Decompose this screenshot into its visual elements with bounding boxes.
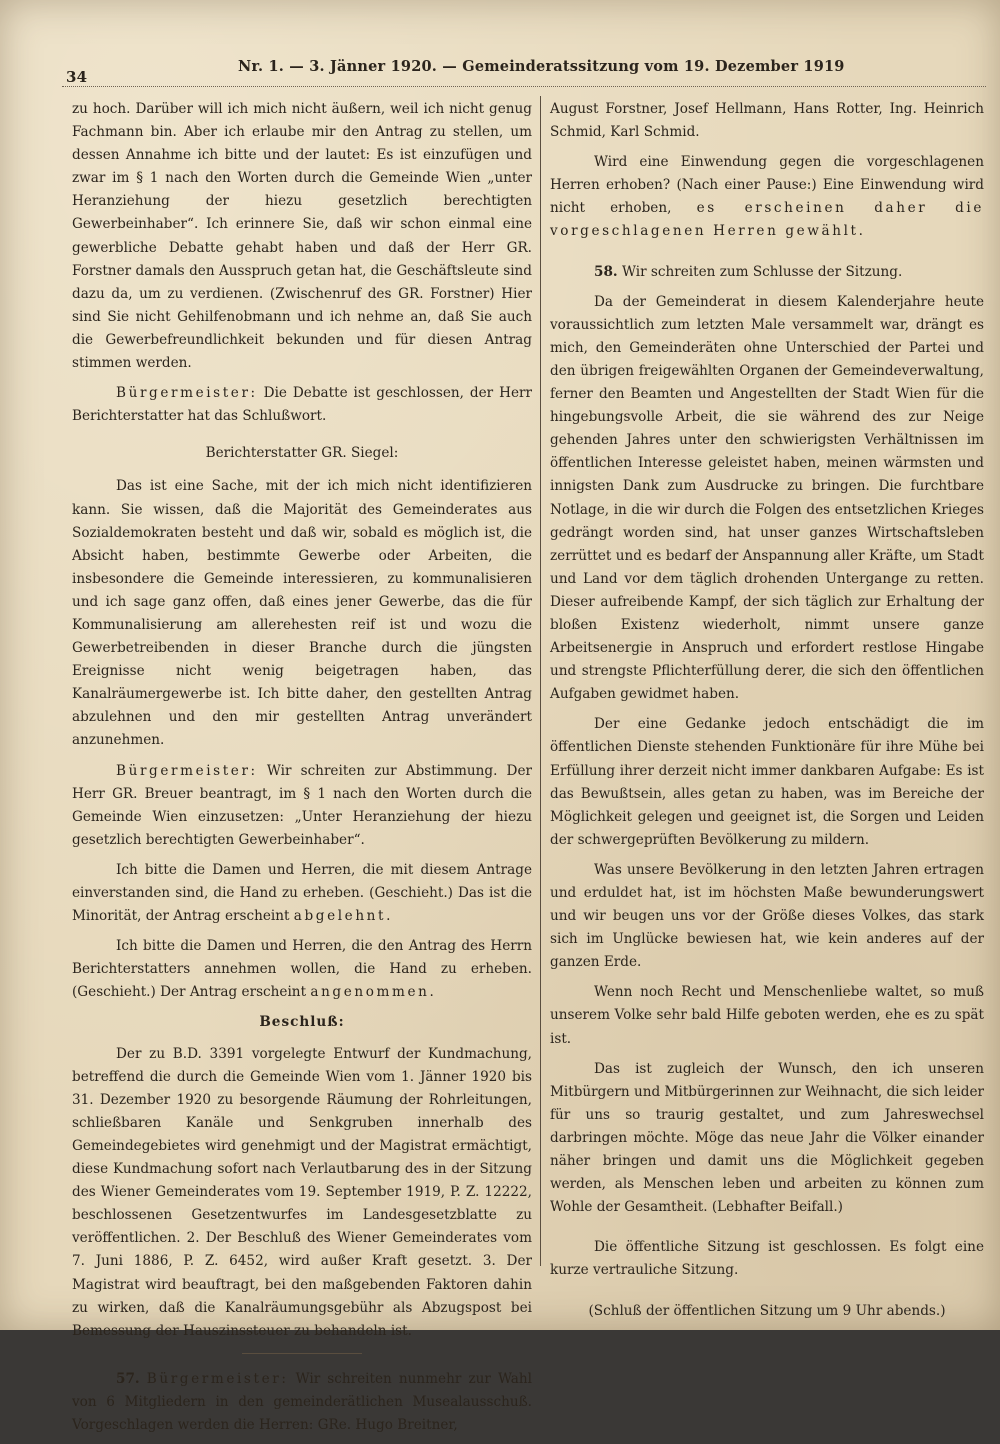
paragraph: Da der Gemeinderat in diesem Kalenderjahre heute voraussichtlich zum letzten Male versammelt war, drängt es mich, den Gemeinderäten ohne Unterschied der Partei und den übrigen freigewählten Organen der Gemeindeverwaltung, ferner den Beamten und Angestellten der Stadt Wien für die hingebungsvolle Arbeit, die sie während des zur Neige gehenden Jahres unter den schwierigsten Verhältnissen im öffentlichen Interesse geleistet haben, meinen wärmsten und innigsten Dank zum Ausdrucke zu bringen. Die furchtbare Notlage, in die wir durch die Folgen des entsetzlichen Krieges gedrängt worden sind, hat unser ganzes Wirtschaftsleben zerrüttet und es bedarf der Anspannung aller Kräfte, um Stadt und Land vor dem täglich drohenden Untergange zu retten. Dieser aufreibende Kampf, der sich täglich zur Erhaltung der bloßen Existenz wiederholt, nimmt unsere ganze Arbeitsenergie in Anspruch und erfordert restlose Hingabe und strengste Pflichterfüllung derer, die sich den öffentlichen Aufgaben gewidmet haben.: [550, 293, 984, 703]
paragraph: [72, 760, 532, 852]
page-header: [58, 54, 845, 86]
item-number: 58.: [594, 263, 618, 280]
paragraph-text: Wir schreiten zum Schlusse der Sitzung.: [621, 263, 903, 280]
speaker-heading: Berichterstatter GR. Siegel:: [205, 445, 399, 462]
paragraph: [72, 859, 532, 928]
paragraph-text: Ich bitte die Damen und Herren, die mit diesem Antrage einverstanden sind, die Hand zu erheben. (Geschieht.) Das ist die Minorität, der Antrag erscheint: [72, 861, 532, 925]
resolution-heading: Beschluß:: [259, 1014, 345, 1031]
speaker-label: Bürgermeister:: [116, 385, 258, 402]
paragraph-text: Wird eine Einwendung gegen die vorgeschlagenen Herren erhoben? (Nach einer Pause:) Eine Einwendung wird nicht erhoben,: [550, 154, 984, 217]
speaker-label: Bürgermeister:: [146, 1370, 289, 1387]
paragraph: zu hoch. Darüber will ich mich nicht äußern, weil ich nicht genug Fachmann bin. Aber ich erlaube mir den Antrag zu stellen, um dessen Annahme ich bitte und der lautet: Es ist einzufügen und zwar im § 1 nach den Worten durch die Gemeinde Wien „unter Heranziehung der hiezu gesetzlich berechtigten Gewerbeinhaber“. Ich erinnere Sie, daß wir schon einmal eine gewerbliche Debatte gehabt haben und daß der Herr GR. Forstner damals den Ausspruch getan hat, die Geschäftsleute sind dazu da, um zu verdienen. (Zwischenruf des GR. Forstner) Hier sind Sie nicht Gehilfenobmann und ich nehme an, daß Sie auch die Gewerbefreundlichkeit bekunden und für diesen Antrag stimmen werden.: [72, 101, 532, 372]
spacer: [550, 1290, 984, 1300]
paragraph-text: Ich bitte die Damen und Herren, die den Antrag des Herrn Berichterstatters annehmen wollen, die Hand zu erheben. (Geschieht.) Der Antrag erscheint: [72, 938, 532, 1001]
section-rule: [242, 1353, 362, 1354]
vote-result: abgelehnt.: [293, 908, 394, 925]
header-title: Nr. 1. — 3. Jänner 1920. — Gemeinderatssitzung vom 19. Dezember 1919: [238, 58, 845, 75]
paragraph: August Forstner, Josef Hellmann, Hans Rotter, Ing. Heinrich Schmid, Karl Schmid.: [550, 101, 984, 141]
column-divider: [540, 96, 541, 1266]
spacer: [550, 1226, 984, 1236]
left-column: [72, 98, 532, 1444]
page-number: 34: [66, 68, 88, 86]
paragraph: [550, 151, 984, 243]
paragraph: [72, 1368, 532, 1437]
vote-result: angenommen.: [310, 984, 437, 1001]
spacer: [550, 251, 984, 261]
paragraph: Was unsere Bevölkerung in den letzten Jahren ertragen und erduldet hat, ist im höchsten Maße bewunderungswert und wir beugen uns vor der Größe dieses Volkes, das stark sich im Unglücke bewiesen hat, wie kein anderes auf der ganzen Erde.: [550, 861, 984, 971]
paragraph-text: Die Debatte ist geschlossen, der Herr Berichterstatter hat das Schlußwort.: [72, 385, 532, 425]
paragraph: [72, 935, 532, 1004]
paragraph: [550, 261, 984, 284]
paragraph: Wenn noch Recht und Menschenliebe waltet, so muß unserem Volke sehr bald Hilfe geboten werden, ehe es zu spät ist.: [550, 984, 984, 1047]
header-rule: [62, 86, 986, 87]
vote-result: es erscheinen daher die vorgeschlagenen Herren gewählt.: [550, 200, 984, 240]
paragraph: [72, 382, 532, 428]
closing-note: (Schluß der öffentlichen Sitzung um 9 Uhr abends.): [588, 1302, 946, 1319]
speaker-label: Bürgermeister:: [116, 762, 258, 779]
paragraph: Die öffentliche Sitzung ist geschlossen. Es folgt eine kurze vertrauliche Sitzung.: [550, 1239, 984, 1279]
paragraph-text: Wir schreiten zur Abstimmung. Der Herr GR. Breuer beantragt, im § 1 nach den Worten durch die Gemeinde Wien einzusetzen: „Unter Heranziehung der hiezu gesetzlich berechtigten Gewerbeinhaber“.: [72, 762, 532, 848]
paragraph: Der zu B.D. 3391 vorgelegte Entwurf der Kundmachung, betreffend die durch die Gemeinde Wien vom 1. Jänner 1920 bis 31. Dezember 1920 zu besorgende Räumung der Rohrleitungen, schließbaren Kanäle und Senkgruben innerhalb des Gemeindegebietes wird genehmigt und der Magistrat ermächtigt, diese Kundmachung sofort nach Verlautbarung des in der Sitzung des Wiener Gemeinderates vom 19. September 1919, P. Z. 12222, beschlossenen Gesetzentwurfes im Landesgesetzblatte zu veröffentlichen. 2. Der Beschluß des Wiener Gemeinderates vom 7. Juni 1886, P. Z. 6452, wird außer Kraft gesetzt. 3. Der Magistrat wird beauftragt, bei den maßgebenden Faktoren dahin zu wirken, daß die Kanalräumungsgebühr als Abzugspost bei Bemessung der Hauszinssteuer zu behandeln ist.: [72, 1045, 532, 1339]
paragraph: Der eine Gedanke jedoch entschädigt die im öffentlichen Dienste stehenden Funktionäre für ihre Mühe bei Erfüllung ihrer derzeit nicht immer dankbaren Aufgabe: Es ist das Bewußtsein, alles getan zu haben, was im Bereiche der Möglichkeit gelegen und geeignet ist, die Sorgen und Leiden der schwergeprüften Bevölkerung zu mildern.: [550, 716, 984, 848]
paragraph: Das ist zugleich der Wunsch, den ich unseren Mitbürgern und Mitbürgerinnen zur Weihnacht, die sich leider für uns so traurig gestaltet, und zum Jahreswechsel darbringen möchte. Möge das neue Jahr die Völker einander näher bringen und damit uns die Möglichkeit gegeben werden, als Menschen leben und arbeiten zu können zum Wohle der Gesamtheit. (Lebhafter Beifall.): [550, 1060, 984, 1216]
paragraph: Das ist eine Sache, mit der ich mich nicht identifizieren kann. Sie wissen, daß die Majorität des Gemeinderates aus Sozialdemokraten besteht und daß wir, sobald es möglich ist, die Absicht haben, bestimmte Gewerbe oder Arbeiten, die insbesondere die Gemeinde interessieren, zu kommunalisieren und ich sage ganz offen, daß eines jener Gewerbe, das die für Kommunalisierung am allerehesten reif ist und wozu die Gewerbetreibenden in dieser Branche durch die jüngsten Ereignisse nicht wenig beigetragen haben, das Kanalräumergewerbe ist. Ich bitte daher, den gestellten Antrag abzulehnen und den mir gestellten Antrag unverändert anzunehmen.: [72, 478, 532, 749]
item-number: 57.: [116, 1370, 140, 1387]
right-column: [550, 98, 984, 1330]
paragraph-text: Wir schreiten nunmehr zur Wahl von 6 Mitgliedern in den gemeinderätlichen Musealausschuß. Vorgeschlagen werden die Herren: GRe. Hugo Breitner,: [72, 1370, 532, 1433]
